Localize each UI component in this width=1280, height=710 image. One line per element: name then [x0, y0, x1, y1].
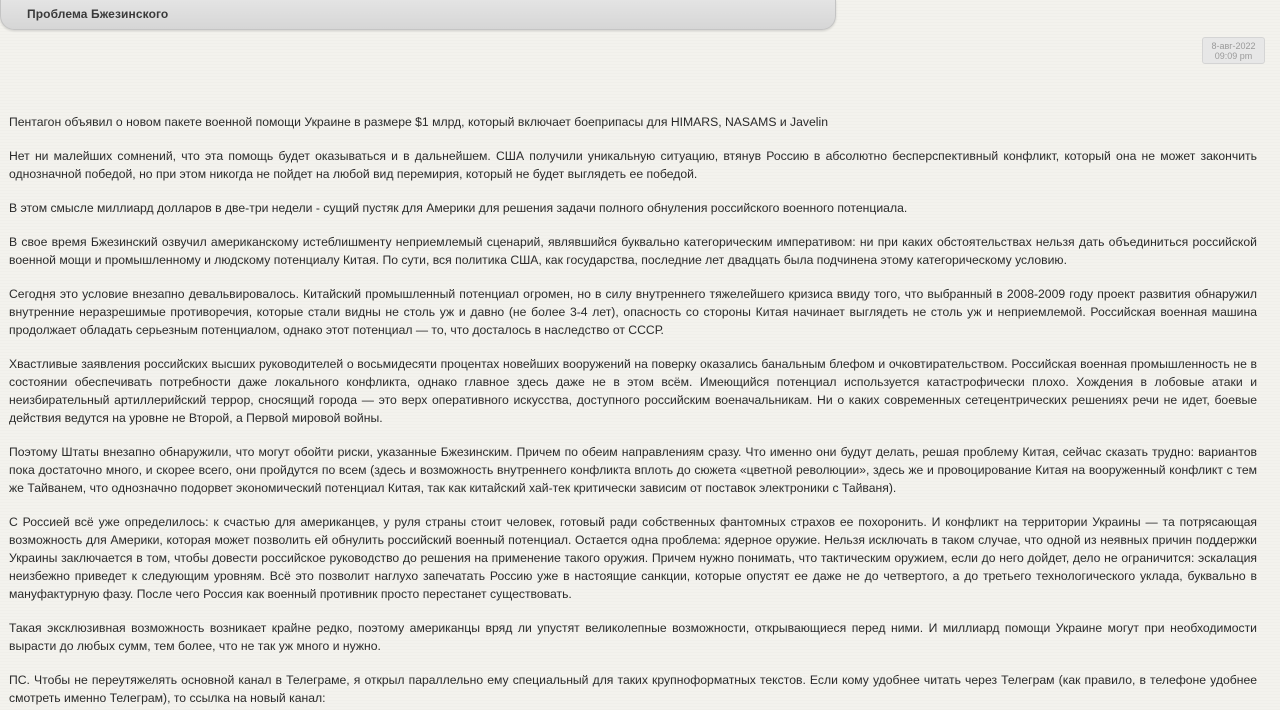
- post-body: [9, 113, 1257, 710]
- post-paragraph: Нет ни малейших сомнений, что эта помощь будет оказываться и в дальнейшем. США получили уникальную ситуацию, втянув Россию в абсолютно бесперспективный конфликт, который она не может закончить однозначной победой, но при этом никогда не пойдет на любой вид перемирия, который не будет выглядеть ее победой.: [9, 149, 1257, 181]
- post-paragraph: Сегодня это условие внезапно девальвировалось. Китайский промышленный потенциал огромен, но в силу внутреннего тяжелейшего кризиса ввиду того, что выбранный в 2008-2009 году проект развития обнаружил внутренние неразрешимые противоречия, которые стали видны не столь уж и давно (не более 3-4 лет), опасность со стороны Китая начинает выглядеть не столь уж и неприемлемой. Российская военная машина продолжает обладать серьезным потенциалом, однако этот потенциал — то, что досталось в наследство от СССР.: [9, 287, 1257, 337]
- post-title: Проблема Бжезинского: [27, 7, 169, 21]
- post-paragraph: Пентагон объявил о новом пакете военной помощи Украине в размере $1 млрд, который включает боеприпасы для HIMARS, NASAMS и Javelin: [9, 115, 828, 129]
- post-date-badge: [1202, 37, 1265, 64]
- post-paragraph: ПС. Чтобы не переутяжелять основной канал в Телеграме, я открыл параллельно ему специальный для таких крупноформатных текстов. Если кому удобнее читать через Телеграм (как правило, в телефоне удобнее смотреть именно Телеграм), то ссылка на новый канал:: [9, 673, 1257, 705]
- post-time: 09:09 pm: [1214, 51, 1253, 61]
- post-paragraph: Такая эксклюзивная возможность возникает крайне редко, поэтому американцы вряд ли упустят великолепные возможности, открывающиеся перед ними. И миллиард помощи Украине могут при необходимости вырасти до любых сумм, тем более, что не так уж много и нужно.: [9, 621, 1257, 653]
- post-paragraph: Хвастливые заявления российских высших руководителей о восьмидесяти процентах новейших вооружений на поверку оказались банальным блефом и очковтирательством. Российская военная промышленность не в состоянии обеспечивать потребности даже локального конфликта, однако главное здесь даже не в этом всём. Имеющийся потенциал используется катастрофически плохо. Хождения в лобовые атаки и неизбирательный артиллерийский террор, сносящий города — это верх оперативного искусства, доступного российским военачальникам. Ни о каких современных сетецентрических решениях речи не идет, боевые действия ведутся на уровне не Второй, а Первой мировой войны.: [9, 357, 1257, 425]
- post-date: 8-авг-2022: [1211, 41, 1256, 51]
- post-paragraph: Поэтому Штаты внезапно обнаружили, что могут обойти риски, указанные Бжезинским. Причем по обеим направлениям сразу. Что именно они будут делать, решая проблему Китая, сейчас сказать трудно: вариантов пока достаточно много, и скорее всего, они пройдутся по всем (здесь и возможность внутреннего конфликта вплоть до сюжета «цветной революции», здесь же и провоцирование Китая на вооруженный конфликт с тем же Тайванем, что однозначно подорвет экономический потенциал Китая, так как китайский хай-тек критически зависим от поставок электроники с Тайваня).: [9, 445, 1257, 495]
- post-paragraph: В свое время Бжезинский озвучил американскому истеблишменту неприемлемый сценарий, являвшийся буквально категорическим императивом: ни при каких обстоятельствах нельзя дать объединиться российской военной мощи и промышленному и людскому потенциалу Китая. По сути, вся политика США, как государства, последние лет двадцать была подчинена этому категорическому условию.: [9, 235, 1257, 267]
- post-paragraph: С Россией всё уже определилось: к счастью для американцев, у руля страны стоит человек, готовый ради собственных фантомных страхов ее похоронить. И конфликт на территории Украины — та потрясающая возможность для Америки, которая может позволить ей обнулить российский военный потенциал. Остается одна проблема: ядерное оружие. Нельзя исключать в таком случае, что одной из неявных причин поддержки Украины заключается в том, чтобы довести российское руководство до решения на применение такого оружия. Причем нужно понимать, что тактическим оружием, если до него дойдет, дело не ограничится: эскалация неизбежно приведет к следующим уровням. Всё это позволит наглухо запечатать Россию уже в настоящие санкции, которые опустят ее даже не до четвертого, а до третьего технологического уклада, буквально в мануфактурную фазу. После чего Россия как военный противник просто перестанет существовать.: [9, 515, 1257, 601]
- post-paragraph: В этом смысле миллиард долларов в две-три недели - сущий пустяк для Америки для решения задачи полного обнуления российского военного потенциала.: [9, 201, 908, 215]
- post-title-tab: [0, 0, 836, 30]
